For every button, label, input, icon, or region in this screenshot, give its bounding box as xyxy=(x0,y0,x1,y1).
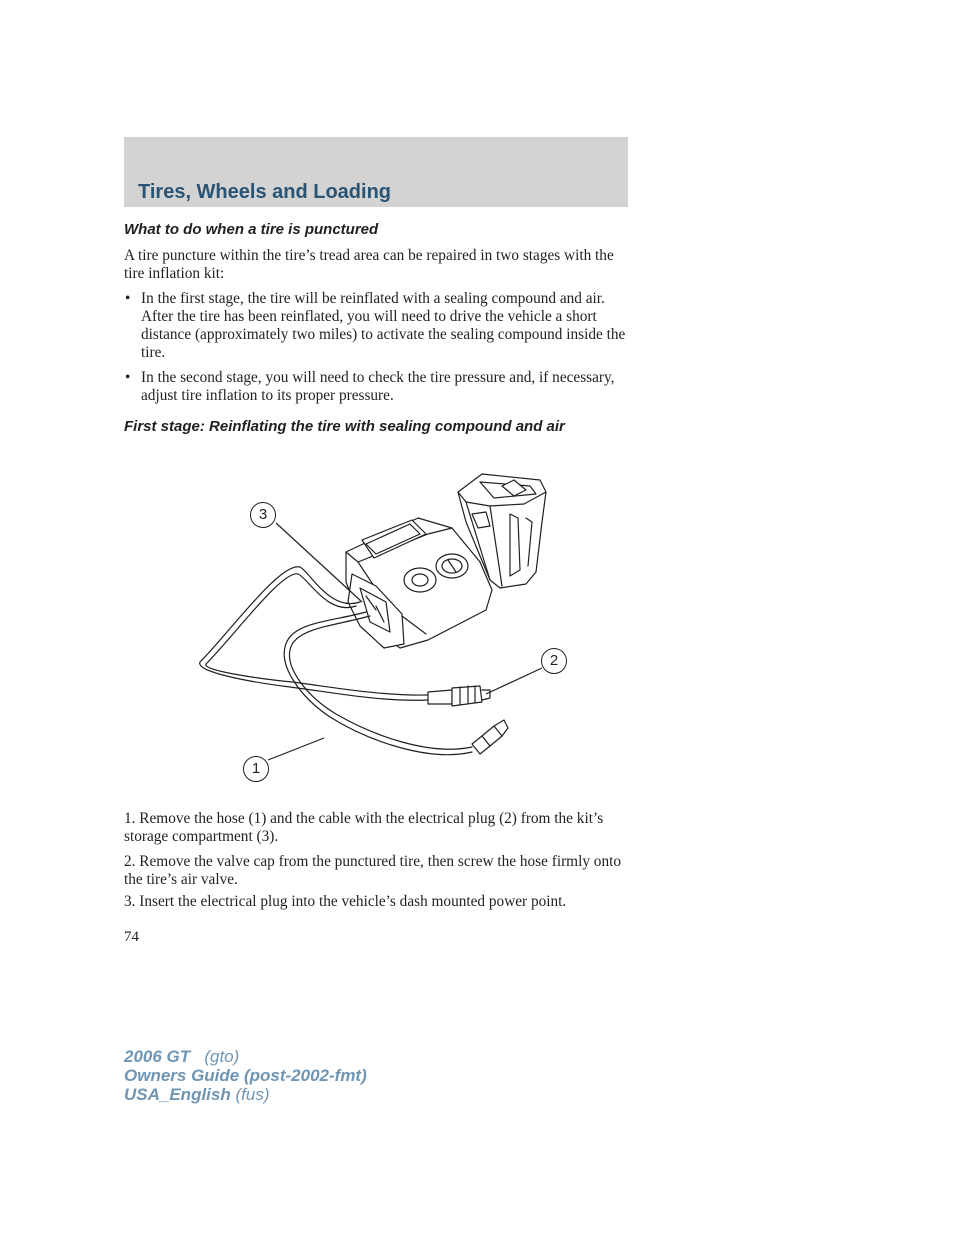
subheading-punctured: What to do when a tire is punctured xyxy=(124,221,379,238)
page-number: 74 xyxy=(124,929,139,945)
subheading-first-stage: First stage: Reinflating the tire with sealing compound and air xyxy=(124,418,565,435)
footer-language: USA_English xyxy=(124,1085,231,1104)
footer-model-code: (gto) xyxy=(204,1047,240,1066)
step-1: 1. Remove the hose (1) and the cable with the electrical plug (2) from the kit’s storage compartment (3). xyxy=(124,810,604,845)
tire-inflation-kit-figure xyxy=(190,462,580,782)
step-3: 3. Insert the electrical plug into the vehicle’s dash mounted power point. xyxy=(124,893,567,910)
intro-paragraph: A tire puncture within the tire’s tread area can be repaired in two stages with the tire inflation kit: xyxy=(124,247,614,282)
stage-bullet-list xyxy=(124,290,628,412)
tire-inflation-kit-illustration xyxy=(190,462,580,782)
footer-language-code: (fus) xyxy=(235,1085,270,1104)
footer-line-3 xyxy=(124,1085,367,1104)
bullet-icon: • xyxy=(125,369,131,386)
document-footer xyxy=(124,1047,367,1104)
callout-2: 2 xyxy=(541,648,567,674)
bullet-icon: • xyxy=(125,290,131,307)
footer-line-2: Owners Guide (post-2002-fmt) xyxy=(124,1066,367,1085)
footer-model: 2006 GT xyxy=(124,1047,191,1066)
callout-1: 1 xyxy=(243,756,269,782)
callout-3: 3 xyxy=(250,502,276,528)
list-item: • In the first stage, the tire will be reinflated with a sealing compound and air. After the tire has been reinflated, you will need to drive the vehicle a short distance (approximately two miles) to activate the sealing compound inside the tire. xyxy=(125,290,626,361)
section-title: Tires, Wheels and Loading xyxy=(138,181,392,203)
list-item: • In the second stage, you will need to check the tire pressure and, if necessary, adjust tire inflation to its proper pressure. xyxy=(125,369,615,404)
section-header-band xyxy=(124,137,628,207)
footer-line-1 xyxy=(124,1047,367,1066)
step-2: 2. Remove the valve cap from the punctured tire, then screw the hose firmly onto the tire’s air valve. xyxy=(124,853,621,888)
